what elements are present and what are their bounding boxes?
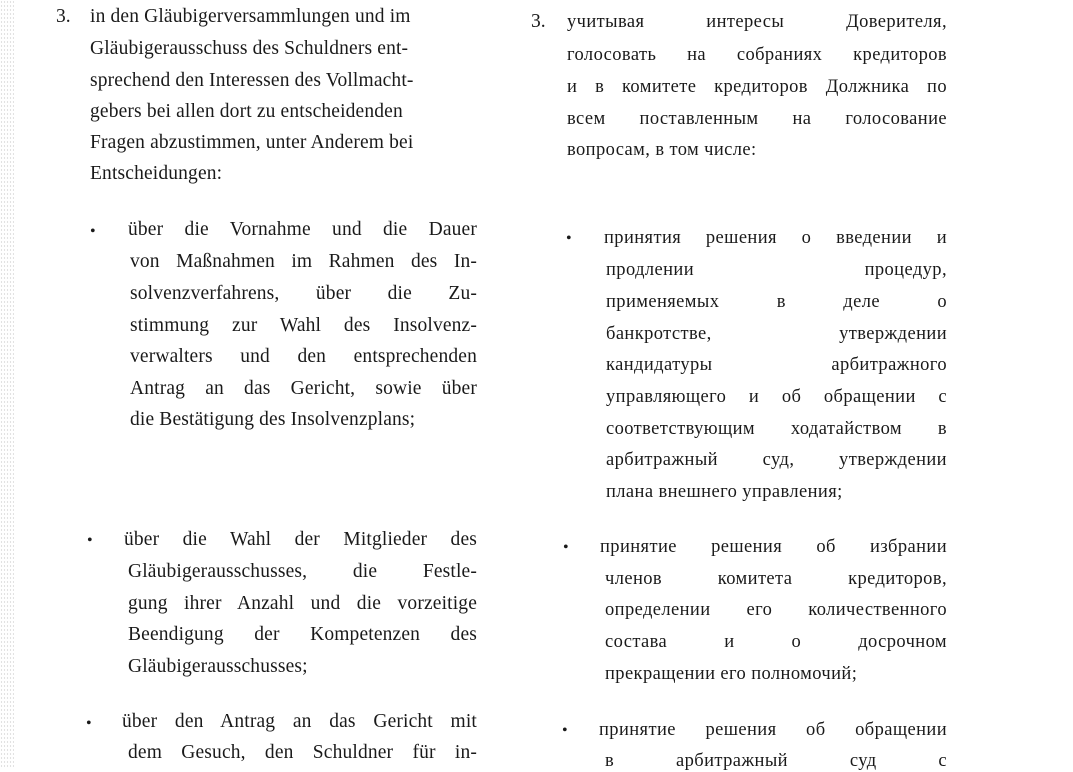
german-bullet-1-line: verwalters und den entsprechenden bbox=[130, 346, 477, 367]
german-bullet-1-line: die Bestätigung des Insolvenzplans; bbox=[130, 409, 416, 430]
german-bullet-2-line: Gläubigerausschusses, die Festle- bbox=[128, 561, 477, 582]
russian-item3-line: голосовать на собраниях кредиторов bbox=[567, 45, 947, 65]
german-bullet-3-line: über den Antrag an das Gericht mit bbox=[122, 711, 477, 732]
german-item3-line: Fragen abzustimmen, unter Anderem bei bbox=[90, 132, 414, 153]
russian-bullet-1-line: плана внешнего управления; bbox=[606, 482, 843, 502]
german-bullet-3-line: dem Gesuch, den Schuldner für in- bbox=[128, 742, 477, 763]
german-item3-line: Gläubigerausschuss des Schuldners ent- bbox=[90, 38, 409, 59]
german-item3-line: in den Gläubigerversammlungen und im bbox=[90, 6, 411, 27]
german-bullet-2: • bbox=[87, 532, 93, 549]
russian-bullet-3-line: принятие решения об обращении bbox=[599, 720, 947, 740]
german-bullet-2-line: Gläubigerausschusses; bbox=[128, 656, 308, 677]
german-bullet-2-line: über die Wahl der Mitglieder des bbox=[124, 529, 477, 550]
russian-item3-line bbox=[567, 11, 947, 33]
german-bullet-3: • bbox=[86, 715, 92, 732]
german-bullet-1-line: über die Vornahme und die Dauer bbox=[128, 219, 477, 240]
german-bullet-1: • bbox=[90, 223, 96, 240]
russian-bullet-2-line: членов комитета кредиторов, bbox=[605, 569, 947, 589]
russian-bullet-2-line: состава и о досрочном bbox=[605, 632, 947, 652]
german-bullet-1-line: stimmung zur Wahl des Insolvenz- bbox=[130, 315, 477, 336]
german-bullet-2-line: gung ihrer Anzahl und die vorzeitige bbox=[128, 593, 477, 614]
german-bullet-2-line: Beendigung der Kompetenzen des bbox=[128, 624, 477, 645]
russian-bullet-3-line: в арбитражный суд с bbox=[605, 751, 947, 771]
german-item3-line: Entscheidungen: bbox=[90, 163, 223, 184]
russian-bullet-2-line: принятие решения об избрании bbox=[600, 537, 947, 557]
german-bullet-1-line: von Maßnahmen im Rahmen des In- bbox=[130, 251, 477, 272]
scan-edge-noise bbox=[0, 0, 14, 769]
russian-bullet-1-line: арбитражный суд, утверждении bbox=[606, 450, 947, 470]
russian-item3-line: всем поставленным на голосование bbox=[567, 109, 947, 129]
russian-bullet-2: • bbox=[563, 539, 569, 556]
russian-item3-line: вопросам, в том числе: bbox=[567, 140, 757, 160]
russian-bullet-1-line: продлении процедур, bbox=[606, 260, 947, 280]
russian-bullet-1-line: банкротстве, утверждении bbox=[606, 324, 947, 344]
russian-bullet-1-line: кандидатуры арбитражного bbox=[606, 355, 947, 375]
russian-bullet-2-line: прекращении его полномочий; bbox=[605, 664, 858, 684]
german-item3-line: sprechend den Interessen des Vollmacht- bbox=[90, 70, 414, 91]
german-bullet-1-line: solvenzverfahrens, über die Zu- bbox=[130, 283, 477, 304]
russian-bullet-1-line: управляющего и об обращении с bbox=[606, 387, 947, 407]
russian-bullet-3: • bbox=[562, 722, 568, 739]
russian-bullet-1-line: принятия решения о введении и bbox=[604, 228, 947, 248]
word: учитывая интересы Доверителя, bbox=[567, 12, 947, 32]
russian-bullet-1-line: соответствующим ходатайством в bbox=[606, 419, 947, 439]
russian-bullet-1-line: применяемых в деле о bbox=[606, 292, 947, 312]
german-bullet-1-line: Antrag an das Gericht, sowie über bbox=[130, 378, 477, 399]
russian-bullet-1: • bbox=[566, 230, 572, 247]
russian-bullet-2-line: определении его количественного bbox=[605, 600, 947, 620]
german-item-number: 3. bbox=[56, 6, 71, 27]
russian-item3-line: и в комитете кредиторов Должника по bbox=[567, 77, 947, 97]
russian-item-number: 3. bbox=[531, 11, 546, 32]
german-item3-line: gebers bei allen dort zu entscheidenden bbox=[90, 101, 403, 122]
